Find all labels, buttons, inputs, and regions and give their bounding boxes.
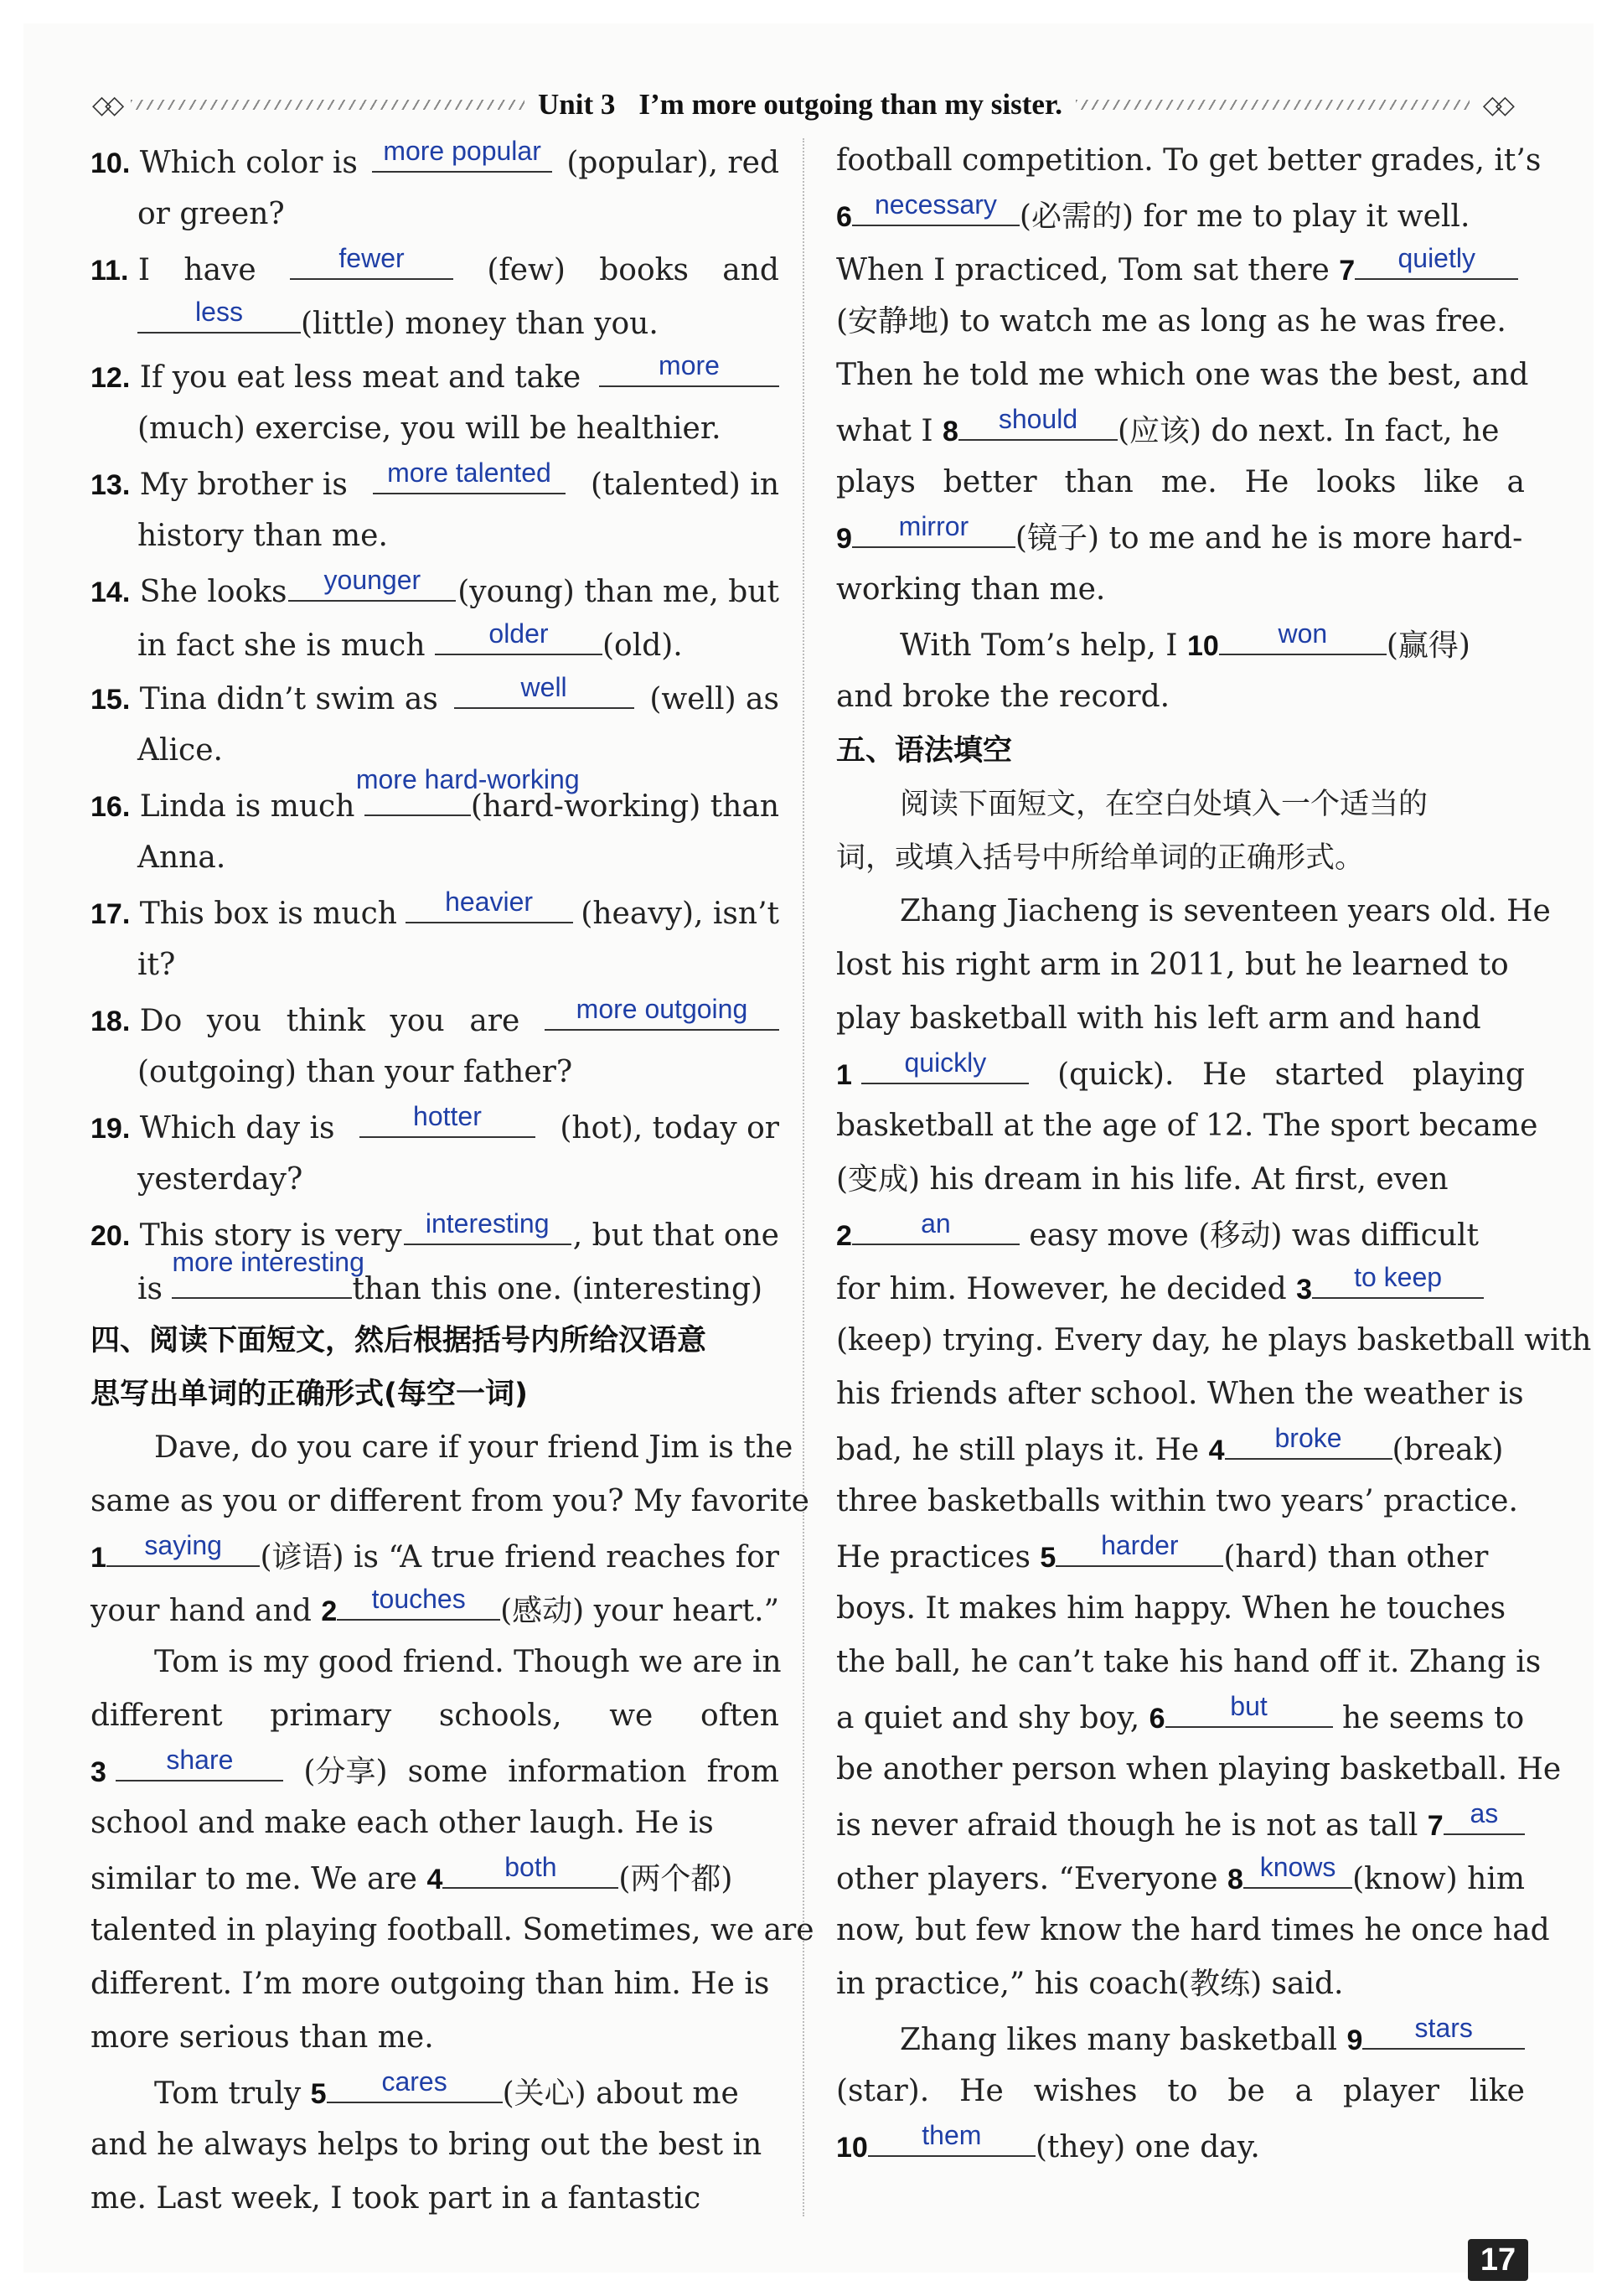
answer-blank[interactable]: mirror (852, 509, 1015, 548)
section-4-heading-cont: 思写出单词的正确形式(每空一词) (90, 1378, 528, 1411)
question-12: 12. If you eat less meat and take more (90, 349, 779, 402)
answer-blank[interactable]: necessary (852, 188, 1020, 226)
answer-blank[interactable]: more interesting (172, 1260, 352, 1299)
answer-blank[interactable]: touches (337, 1582, 500, 1621)
decorative-dotted-line (131, 100, 524, 110)
page-header (92, 84, 1508, 126)
answer-blank[interactable]: as (1444, 1797, 1525, 1835)
answer-blank[interactable]: harder (1056, 1528, 1223, 1567)
answer-blank[interactable]: them (868, 2118, 1036, 2157)
answer-blank[interactable]: more (599, 349, 779, 387)
answer-blank[interactable]: well (454, 670, 634, 709)
unit-label: Unit 3 (538, 88, 616, 121)
double-diamond-icon: ◇◇ (1482, 90, 1508, 120)
question-19: 19. Which day is hotter (hot), today or (90, 1101, 779, 1145)
answer-blank[interactable]: more hard-working (364, 778, 471, 816)
answer-blank[interactable]: to keep (1312, 1260, 1484, 1299)
answer-blank[interactable]: quickly (861, 1046, 1029, 1084)
answer-blank[interactable]: should (958, 402, 1118, 441)
double-diamond-icon: ◇◇ (92, 90, 118, 120)
answer-blank[interactable]: share (116, 1743, 283, 1781)
answer-blank[interactable]: less (137, 295, 301, 334)
section-4-heading: 四、阅读下面短文，然后根据括号内所给汉语意 (90, 1324, 707, 1357)
answer-blank[interactable]: interesting (404, 1207, 571, 1245)
answer-blank[interactable]: both (442, 1850, 618, 1889)
question-14: 14. She looks younger (young) than me, but (90, 565, 779, 609)
question-17: 17. This box is much heavier (heavy), isn’t (90, 887, 779, 931)
answer-blank[interactable]: knows (1243, 1850, 1352, 1889)
answer-blank[interactable]: fewer (290, 241, 453, 280)
answer-blank[interactable]: broke (1225, 1421, 1392, 1460)
answer-blank[interactable]: heavier (406, 885, 573, 923)
answer-blank[interactable]: saying (106, 1528, 261, 1567)
question-11: 11. I have fewer (few) books and (90, 243, 779, 287)
answer-blank[interactable]: won (1219, 617, 1387, 655)
answer-blank[interactable]: quietly (1355, 241, 1518, 280)
question-15: 15. Tina didn’t swim as well (well) as (90, 672, 779, 716)
passage-line: Dave, do you care if your friend Jim is the (154, 1430, 793, 1465)
question-18: 18. Do you think you are more outgoing (90, 992, 779, 1046)
unit-title-text: I’m more outgoing than my sister. (638, 88, 1062, 121)
unit-title (538, 88, 1062, 122)
answer-blank[interactable]: younger (288, 563, 456, 602)
question-20: 20. This story is very interesting , but that one (90, 1208, 779, 1253)
answer-blank[interactable]: an (852, 1207, 1020, 1245)
answer-blank[interactable]: more talented (373, 456, 566, 494)
answer-blank[interactable]: more popular (372, 134, 552, 173)
right-column: football competition. To get better grades, it’s 6 necessary (必需的) for me to play it well. When I practiced, Tom sat there 7 quietly (安静地) to watch me as long as he was free. Then he told me which one was the best, and what I 8 should (应该) do next. In fact, he plays better than me. He looks like a 9 mirror (镜子) to me and he is more hard- working than me. With Tom’s help, I 10 won (赢得) and broke the record. 五、语法填空 阅读下面短文，在空白处填入一个适当的 词，或填入括号中所给单词的正确形式。 Zhang Jiacheng is seventeen years old. He lost his right arm in 2011, but he learned to play basketball with his left arm and hand 1 quickly (quick). He started playing basketball at the age of 12. The sport became (变成) his dream in his life. At first, even 2 an easy move (移动) was difficult for him. However, he decided 3 to keep (keep) trying. Every day, he plays basketball with his friends after school. When the weather is bad, he still plays it. He 4 broke (break) three basketballs within two years’ practice. He practices 5 harder (hard) than other boys. It makes him happy. When he touches the ball, he can’t take his hand off it. Zhang is a quiet and shy boy, 6 but he seems to be another person when playing basketball. He is never afraid though he is not as tall 7 as other players. “Everyone 8 knows (know) him now, but few know the hard times he once had in practice,” his coach(教练) said. Zhang likes many basketball 9 stars (star). He wishes to be a player like 10 them (they) one day. (836, 143, 1592, 2164)
left-column: 10. Which color is more popular (popular), red or green? 11. I have fewer (few) books and less (little) money than you. 12. If you eat less meat and take more (much) exercise, you will be healthier. 13. My brother is more talented (talented) in history than me. 14. She looks younger (young) than me, but in fact she is much older (old). 15. Tina didn’t swim as well (well) as Alice. 16. Linda is much more hard-working (hard-working) than Anna. 17. This box is much heavier (heavy), isn’t it? 18. Do you think you are more outgoing (outgoing) than your father? 19. Which day is hotter (hot), today or yesterday? 20. This story is very interesting , but that one is more interesting than this one. (interesting) 四、阅读下面短文，然后根据括号内所给汉语意 思写出单词的正确形式(每空一词) Dave, do you care if your friend Jim is the same as you or different from you? My favorite 1 saying (谚语) is “A true friend reaches for your hand and 2 touches (感动) your heart.” Tom is my good friend. Though we are in different primary schools, we often 3 share (分享) some information from school and make each other laugh. He is similar to me. We are 4 both (两个都) talented in playing football. Sometimes, we are different. I’m more outgoing than him. He is more serious than me. Tom truly 5 cares (关心) about me and he always helps to bring out the best in me. Last week, I took part in a fantastic (90, 136, 814, 2216)
question-13: 13. My brother is more talented (talented) in (90, 458, 779, 502)
answer-blank[interactable]: hotter (359, 1099, 535, 1138)
question-10: 10. Which color is more popular (popular), red (90, 136, 779, 180)
answer-blank[interactable]: older (435, 617, 602, 655)
answer-blank[interactable]: cares (327, 2065, 503, 2103)
question-16: 16. Linda is much more hard-working (hard-working) than (90, 764, 779, 824)
answer-blank[interactable]: stars (1362, 2011, 1525, 2050)
answer-blank[interactable]: but (1165, 1689, 1333, 1728)
decorative-dotted-line (1076, 100, 1470, 110)
answer-blank[interactable]: more outgoing (545, 992, 779, 1031)
page-number: 17 (1468, 2239, 1528, 2281)
section-5-heading: 五、语法填空 (836, 734, 1013, 768)
